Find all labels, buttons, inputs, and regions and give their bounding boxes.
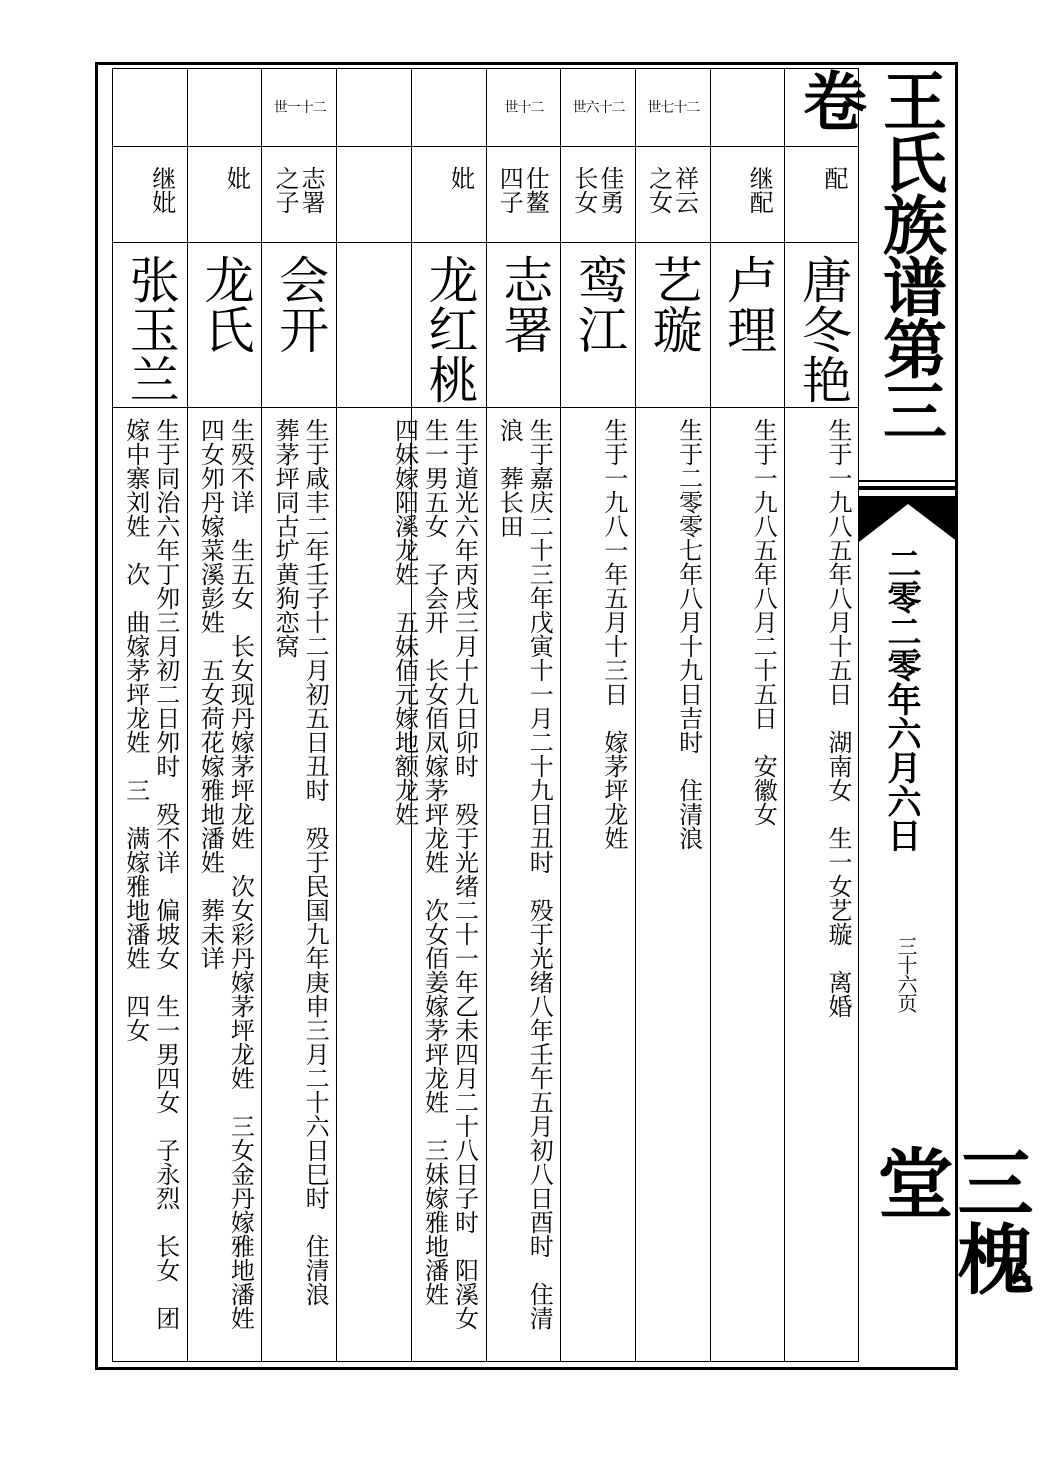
generation-text: 世六十二 bbox=[572, 100, 625, 116]
genealogy-column bbox=[486, 68, 561, 1362]
biography-text: 生于同治六年丁夘三月初二日夘时 殁不详 偏坡女 生一男四女 子永烈 长女 团嫁中寨刘姓 次 曲嫁茅坪龙姓 三 满嫁雅地潘姓 四女 bbox=[121, 418, 180, 1330]
generation-text: 世一十二 bbox=[273, 100, 326, 116]
generation-label bbox=[561, 92, 636, 122]
generation-label bbox=[487, 92, 562, 122]
biography-text: 生于二零零七年八月十九日吉时 住清浪 bbox=[674, 418, 703, 850]
genealogy-column bbox=[390, 68, 486, 1362]
genealogy-column bbox=[112, 68, 187, 1362]
fishtail-mark bbox=[859, 498, 958, 542]
relation-label: 志署之子 bbox=[271, 166, 326, 214]
generation-label bbox=[337, 92, 412, 122]
biography-text: 生于咸丰二年壬子十二月初五日丑时 殁于民国九年庚申三月二十六日巳时 住清浪 葬茅坪同古圹黄狗恋窝 bbox=[271, 418, 330, 1330]
book-title: 王氏族谱第三卷 bbox=[792, 68, 947, 440]
biography-text: 生于道光六年丙戌三月十九日卯时 殁于光绪二十一年乙未四月二十八日子时 阳溪女 生一男五女 子会开 长女佰凤嫁茅坪龙姓 次女佰姜嫁茅坪龙姓 三妹嫁雅地潘姓 四妹嫁阳溪龙姓 五妹佰元嫁地额龙姓 bbox=[390, 418, 479, 1354]
genealogy-column bbox=[336, 68, 411, 1362]
edition-date: 二零二零年六月六日 bbox=[881, 546, 921, 852]
biography-text: 生于一九八一年五月十三日 嫁茅坪龙姓 bbox=[599, 418, 628, 850]
generation-label bbox=[711, 92, 786, 122]
person-name: 龙氏 bbox=[196, 254, 255, 354]
biography-text: 生殁不详 生五女 长女现丹嫁茅坪龙姓 次女彩丹嫁茅坪龙姓 三女金丹嫁雅地潘姓 四女夘丹嫁菜溪彭姓 五女荷花嫁雅地潘姓 葬未详 bbox=[196, 418, 255, 1354]
person-name: 鸾江 bbox=[569, 254, 628, 354]
relation-label: 继配 bbox=[745, 166, 774, 214]
person-name: 张玉兰 bbox=[121, 254, 180, 404]
page-number: 三十六页 bbox=[894, 936, 918, 1012]
relation-label: 祥云之女 bbox=[644, 166, 699, 214]
relation-label: 继妣 bbox=[147, 166, 176, 214]
biography-text: 生于一九八五年八月二十五日 安徽女 bbox=[749, 418, 778, 826]
generation-label bbox=[188, 92, 263, 122]
genealogy-column bbox=[710, 68, 785, 1362]
generation-label bbox=[113, 92, 188, 122]
genealogy-column bbox=[784, 68, 859, 1362]
genealogy-column bbox=[635, 68, 710, 1362]
spine-rule bbox=[859, 480, 958, 482]
generation-text: 世十二 bbox=[504, 100, 544, 116]
spine-rule bbox=[859, 486, 958, 490]
person-name: 会开 bbox=[271, 254, 330, 354]
relation-label: 配 bbox=[819, 166, 848, 190]
generation-label bbox=[636, 92, 711, 122]
person-name: 志署 bbox=[495, 254, 554, 354]
person-name: 龙红桃 bbox=[420, 254, 479, 404]
genealogy-column bbox=[187, 68, 262, 1362]
biography-text: 生于嘉庆二十三年戊寅十一月二十九日丑时 殁于光绪八年壬午五月初八日酉时 住清浪 葬长田 bbox=[495, 418, 554, 1330]
person-name: 唐冬艳 bbox=[793, 254, 852, 404]
relation-label: 仕鳌四子 bbox=[495, 166, 550, 214]
genealogy-column bbox=[261, 68, 336, 1362]
hall-name: 三槐堂 bbox=[865, 1144, 1034, 1296]
genealogy-column bbox=[560, 68, 635, 1362]
relation-label: 佳勇长女 bbox=[569, 166, 624, 214]
relation-label: 妣 bbox=[222, 166, 251, 190]
generation-label bbox=[412, 92, 487, 122]
biography-text: 生于一九八五年八月十五日 湖南女 生一女艺璇 离婚 bbox=[823, 418, 852, 1018]
person-name: 卢理 bbox=[719, 254, 778, 354]
relation-label: 妣 bbox=[446, 166, 475, 190]
person-name: 艺璇 bbox=[644, 254, 703, 354]
generation-text: 世七十二 bbox=[647, 100, 700, 116]
generation-label bbox=[262, 92, 337, 122]
